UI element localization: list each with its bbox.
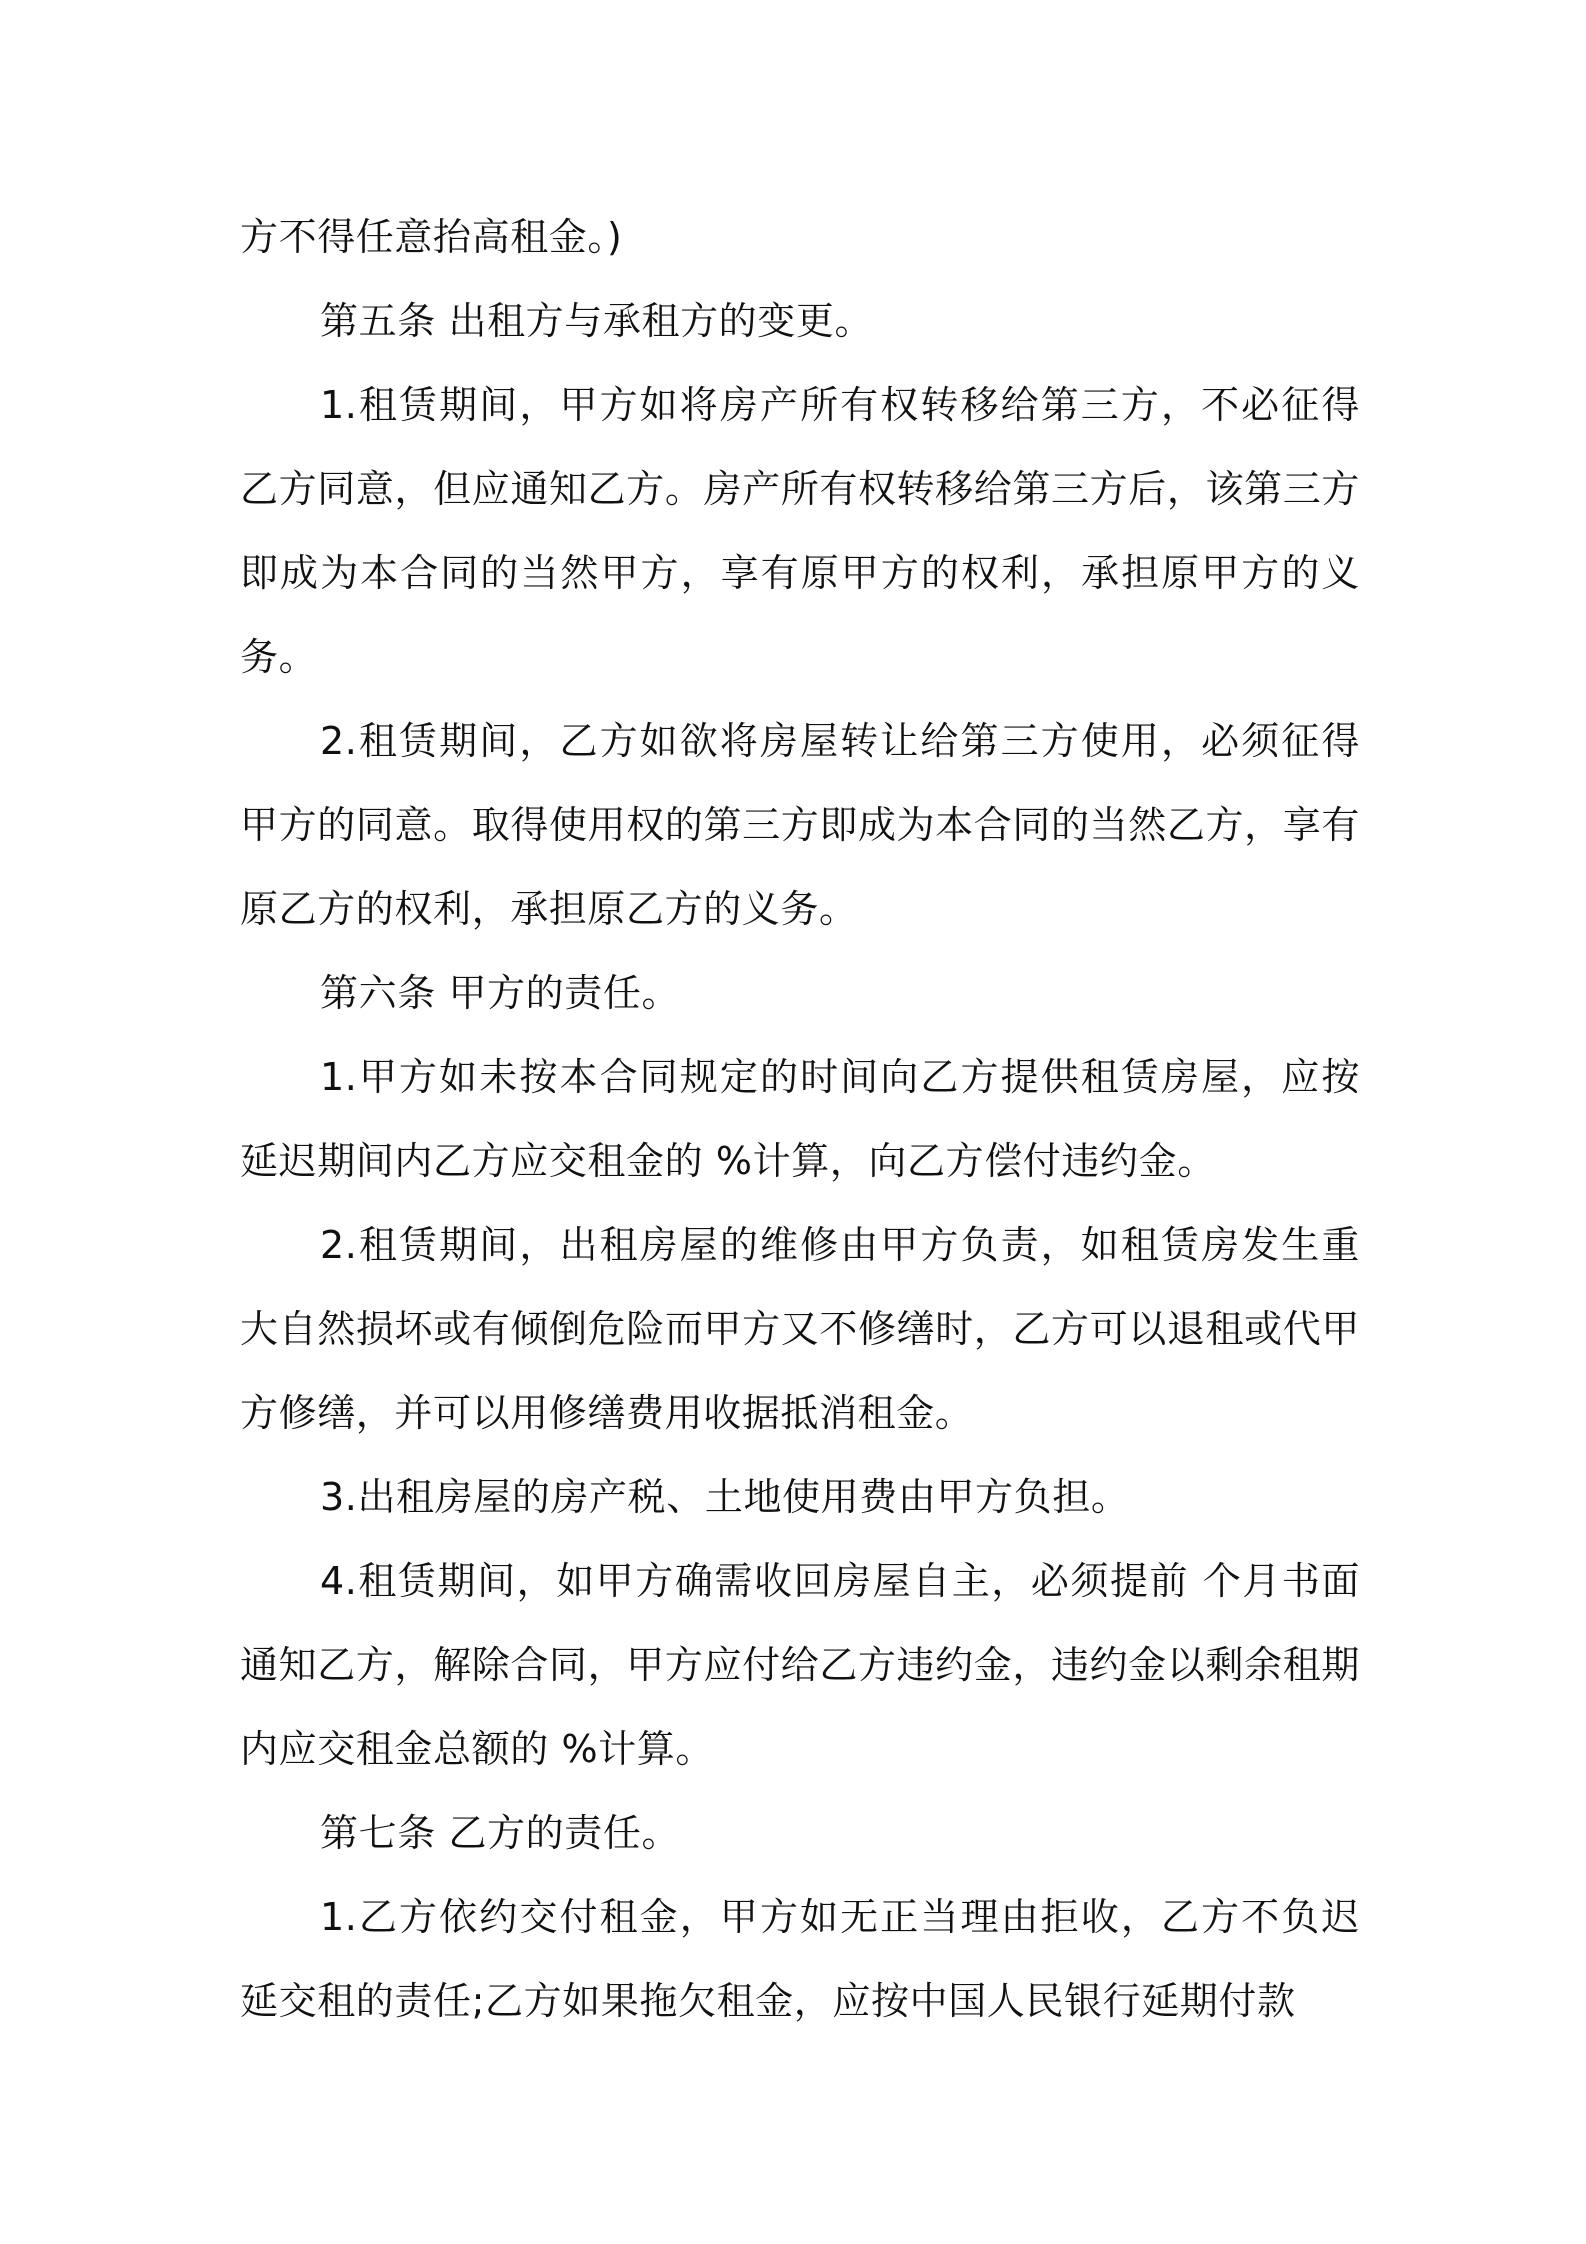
article-5-clause-1: 1.租赁期间，甲方如将房产所有权转移给第三方，不必征得乙方同意，但应通知乙方。房产所有权转移给第三方后，该第三方即成为本合同的当然甲方，享有原甲方的权利，承担原甲方的义务。 xyxy=(240,383,1360,679)
article-7-clause-1: 1.乙方依约交付租金，甲方如无正当理由拒收，乙方不负迟延交租的责任;乙方如果拖欠租金，应按中国人民银行延期付款 xyxy=(240,1895,1360,2023)
article-5-heading: 第五条 出租方与承租方的变更。 xyxy=(320,299,874,343)
article-7-heading: 第七条 乙方的责任。 xyxy=(320,1811,681,1855)
article-6-clause-1: 1.甲方如未按本合同规定的时间向乙方提供租赁房屋，应按延迟期间内乙方应交租金的 %计算，向乙方偿付违约金。 xyxy=(240,1055,1360,1183)
paragraph-rent-increase-end: 方不得任意抬高租金。) xyxy=(240,215,623,259)
article-6-heading: 第六条 甲方的责任。 xyxy=(320,971,681,1015)
article-6-clause-3: 3.出租房屋的房产税、土地使用费由甲方负担。 xyxy=(320,1475,1130,1519)
article-5-clause-2: 2.租赁期间，乙方如欲将房屋转让给第三方使用，必须征得甲方的同意。取得使用权的第三方即成为本合同的当然乙方，享有原乙方的权利，承担原乙方的义务。 xyxy=(240,719,1360,931)
contract-body xyxy=(240,195,1360,2043)
article-6-clause-4: 4.租赁期间，如甲方确需收回房屋自主，必须提前 个月书面通知乙方，解除合同，甲方应付给乙方违约金，违约金以剩余租期内应交租金总额的 %计算。 xyxy=(240,1559,1360,1771)
article-6-clause-2: 2.租赁期间，出租房屋的维修由甲方负责，如租赁房发生重大自然损坏或有倾倒危险而甲方又不修缮时，乙方可以退租或代甲方修缮，并可以用修缮费用收据抵消租金。 xyxy=(240,1223,1360,1435)
